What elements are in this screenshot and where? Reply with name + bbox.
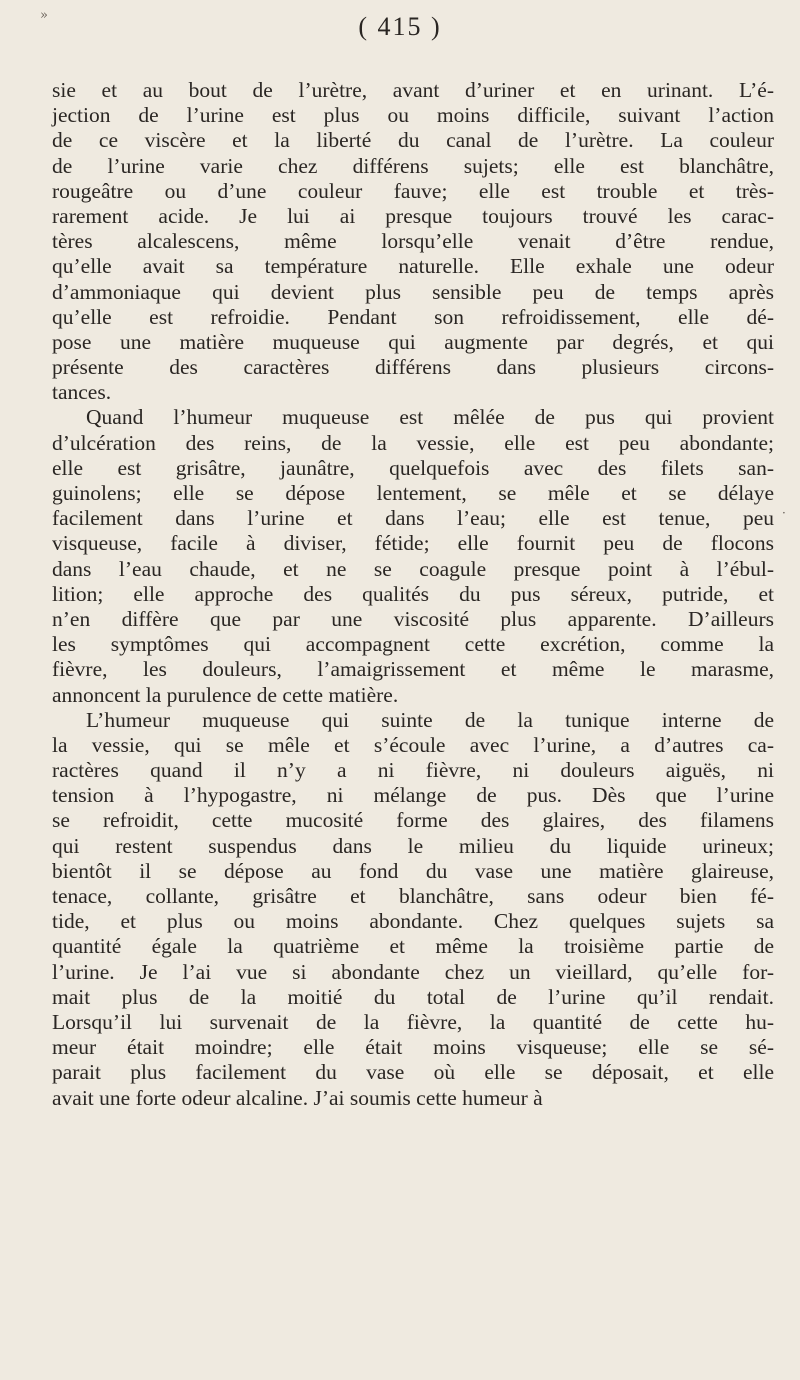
- text-line: n’en diffère que par une viscosité plus apparente. D’ailleurs: [52, 606, 774, 631]
- text-line: présente des caractères différens dans plusieurs circons-: [52, 355, 774, 380]
- text-line: tide, et plus ou moins abondante. Chez quelques sujets sa: [52, 909, 774, 934]
- text-line: ractères quand il n’y a ni fièvre, ni douleurs aiguës, ni: [52, 758, 774, 783]
- text-line: sie et au bout de l’urètre, avant d’uriner et en urinant. L’é-: [52, 78, 774, 102]
- text-line: parait plus facilement du vase où elle se déposait, et elle: [52, 1060, 774, 1085]
- text-line: d’ammoniaque qui devient plus sensible peu de temps après: [52, 279, 774, 304]
- text-line: Quand l’humeur muqueuse est mêlée de pus qui provient: [86, 405, 774, 430]
- text-line: jection de l’urine est plus ou moins difficile, suivant l’action: [52, 103, 774, 128]
- text-line: avait une forte odeur alcaline. J’ai soumis cette humeur à: [52, 1085, 543, 1110]
- page-number: ( 415 ): [358, 12, 442, 41]
- margin-side-mark: ·: [782, 506, 786, 520]
- text-line: Lorsqu’il lui survenait de la fièvre, la quantité de cette hu-: [52, 1009, 774, 1034]
- paragraph: [52, 78, 774, 405]
- text-line: meur était moindre; elle était moins visqueuse; elle se sé-: [52, 1035, 774, 1060]
- text-line: qu’elle est refroidie. Pendant son refroidissement, elle dé-: [52, 304, 774, 329]
- text-line: lition; elle approche des qualités du pus séreux, putride, et: [52, 581, 774, 606]
- text-line: se refroidit, cette mucosité forme des glaires, des filamens: [52, 808, 774, 833]
- text-line: pose une matière muqueuse qui augmente par degrés, et qui: [52, 329, 774, 354]
- text-line: qui restent suspendus dans le milieu du liquide urineux;: [52, 833, 774, 858]
- text-line: rougeâtre ou d’une couleur fauve; elle est trouble et très-: [52, 178, 774, 203]
- text-line: tances.: [52, 380, 112, 405]
- text-line: qu’elle avait sa température naturelle. Elle exhale une odeur: [52, 254, 774, 279]
- text-line: les symptômes qui accompagnent cette excrétion, comme la: [52, 632, 774, 657]
- text-line: elle est grisâtre, jaunâtre, quelquefois avec des filets san-: [52, 455, 774, 480]
- text-line: L’humeur muqueuse qui suinte de la tunique interne de: [86, 707, 774, 732]
- text-line: rarement acide. Je lui ai presque toujours trouvé les carac-: [52, 203, 774, 228]
- paragraph: [52, 405, 774, 707]
- paragraph: [52, 708, 774, 1111]
- text-line: quantité égale la quatrième et même la troisième partie de: [52, 934, 774, 959]
- margin-mark: »: [40, 8, 48, 23]
- text-line: l’urine. Je l’ai vue si abondante chez un vieillard, qu’elle for-: [52, 959, 774, 984]
- text-line: facilement dans l’urine et dans l’eau; elle est tenue, peu: [52, 506, 774, 531]
- text-line: tères alcalescens, même lorsqu’elle venait d’être rendue,: [52, 229, 774, 254]
- text-line: de l’urine varie chez différens sujets; elle est blanchâtre,: [52, 153, 774, 178]
- body-text: [52, 78, 774, 1111]
- text-line: d’ulcération des reins, de la vessie, elle est peu abondante;: [52, 430, 774, 455]
- text-line: fièvre, les douleurs, l’amaigrissement et même le marasme,: [52, 657, 774, 682]
- text-line: tenace, collante, grisâtre et blanchâtre, sans odeur bien fé-: [52, 884, 774, 908]
- text-line: mait plus de la moitié du total de l’urine qu’il rendait.: [52, 984, 774, 1009]
- text-line: tension à l’hypogastre, ni mélange de pus. Dès que l’urine: [52, 783, 774, 808]
- text-line: annoncent la purulence de cette matière.: [52, 682, 399, 707]
- text-line: dans l’eau chaude, et ne se coagule presque point à l’ébul-: [52, 556, 774, 581]
- text-line: la vessie, qui se mêle et s’écoule avec l’urine, a d’autres ca-: [52, 732, 774, 757]
- text-line: guinolens; elle se dépose lentement, se mêle et se délaye: [52, 481, 774, 505]
- text-line: visqueuse, facile à diviser, fétide; elle fournit peu de flocons: [52, 531, 774, 556]
- text-line: bientôt il se dépose au fond du vase une matière glaireuse,: [52, 858, 774, 883]
- text-line: de ce viscère et la liberté du canal de l’urètre. La couleur: [52, 128, 774, 153]
